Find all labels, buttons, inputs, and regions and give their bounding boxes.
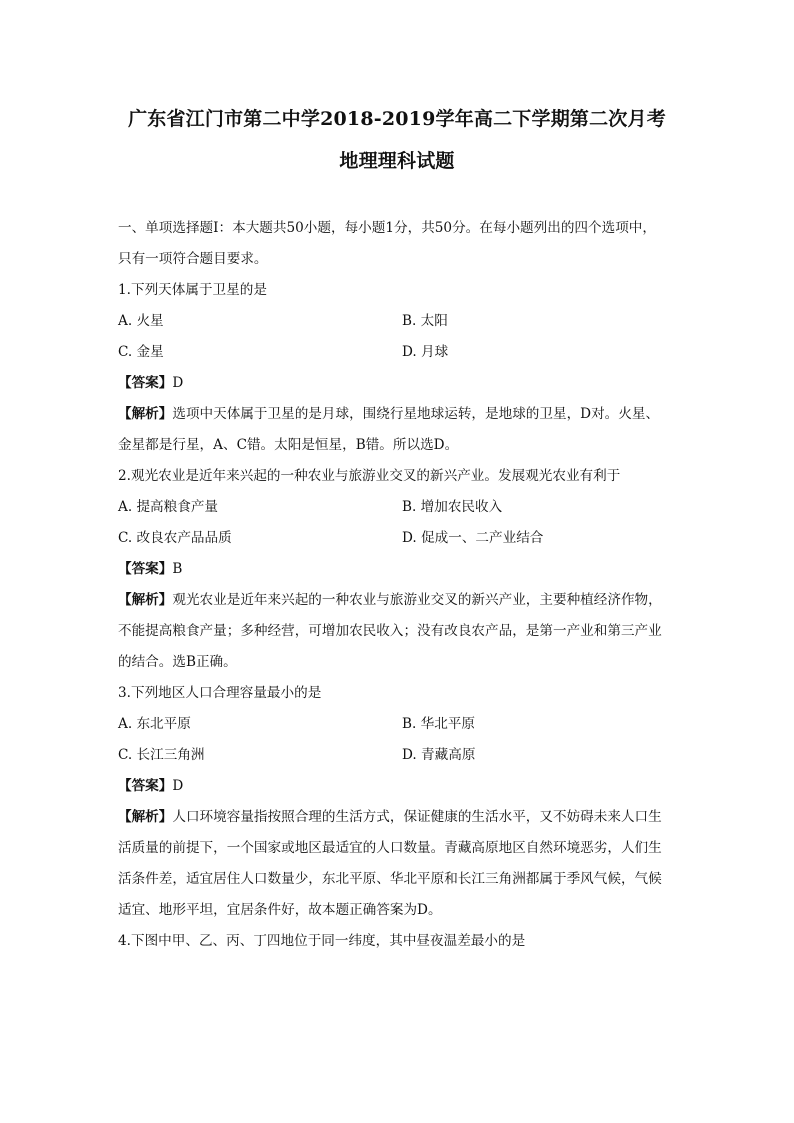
question-3-answer-value: D [172,778,184,794]
question-1-stem: 1.下列天体属于卫星的是 [118,282,267,298]
question-2-options [118,492,686,554]
question-2-option-b: B. 增加农民收入 [402,499,503,515]
question-2-option-a: A. 提高粮食产量 [118,499,219,515]
answer-tag: 【答案】 [118,561,173,577]
question-2-answer [118,554,686,585]
question-3-option-b: B. 华北平原 [402,716,476,732]
question-2-analysis-line2: 不能提高粮食产量；多种经营，可增加农民收入；没有改良农产品，是第一产业和第三产业 [118,623,662,639]
question-1-answer-value: D [172,375,184,391]
question-1-analysis-line2: 金星都是行星，A、C错。太阳是恒星，B错。所以选D。 [118,437,459,453]
question-3-analysis-line1 [118,802,686,833]
question-3-analysis-line4: 适宜、地形平坦，宜居条件好，故本题正确答案为D。 [118,902,442,918]
question-2-option-d: D. 促成一、二产业结合 [402,530,544,546]
question-3-options [118,709,686,771]
question-2-answer-value: B [172,561,183,577]
analysis-tag: 【解析】 [118,809,173,825]
question-2-option-c: C. 改良农产品品质 [118,530,232,546]
question-1-option-d: D. 月球 [402,344,449,360]
question-3-option-d: D. 青藏高原 [402,747,476,763]
document-body [118,213,686,957]
question-1-option-a: A. 火星 [118,313,164,329]
analysis-tag: 【解析】 [118,592,173,608]
question-3-analysis-line2: 活质量的前提下，一个国家或地区最适宜的人口数量。青藏高原地区自然环境恶劣，人们生 [118,840,662,856]
question-1-option-c: C. 金星 [118,344,164,360]
question-3-stem: 3.下列地区人口合理容量最小的是 [118,685,322,701]
question-3-analysis-line3: 活条件差，适宜居住人口数量少，东北平原、华北平原和长江三角洲都属于季风气候，气候 [118,871,662,887]
question-3-answer [118,771,686,802]
analysis-tag: 【解析】 [118,406,173,422]
question-2-analysis-text1: 观光农业是近年来兴起的一种农业与旅游业交叉的新兴产业，主要种植经济作物， [172,592,662,608]
question-2-stem: 2.观光农业是近年来兴起的一种农业与旅游业交叉的新兴产业。发展观光农业有利于 [118,468,621,484]
document-title-line1: 广东省江门市第二中学2018-2019学年高二下学期第二次月考 [128,108,666,130]
question-3-analysis-text1: 人口环境容量指按照合理的生活方式，保证健康的生活水平，又不妨碍未来人口生 [172,809,662,825]
question-2-analysis-line1 [118,585,686,616]
document-title-line2: 地理理科试题 [339,150,455,172]
question-1-analysis-line1 [118,399,686,430]
question-1-analysis-text1: 选项中天体属于卫星的是月球，围绕行星地球运转，是地球的卫星，D对。火星、 [172,406,660,422]
question-3-option-a: A. 东北平原 [118,716,191,732]
answer-tag: 【答案】 [118,375,173,391]
question-3-option-c: C. 长江三角洲 [118,747,205,763]
question-1-option-b: B. 太阳 [402,313,448,329]
section-heading-line1: 一、单项选择题I：本大题共50小题，每小题1分，共50分。在每小题列出的四个选项中， [118,220,656,236]
question-1-options [118,306,686,368]
question-1-answer [118,368,686,399]
question-2-analysis-line3: 的结合。选B正确。 [118,654,237,670]
section-heading-line2: 只有一项符合题目要求。 [118,251,268,267]
answer-tag: 【答案】 [118,778,173,794]
question-4-stem: 4.下图中甲、乙、丙、丁四地位于同一纬度，其中昼夜温差最小的是 [118,933,526,949]
